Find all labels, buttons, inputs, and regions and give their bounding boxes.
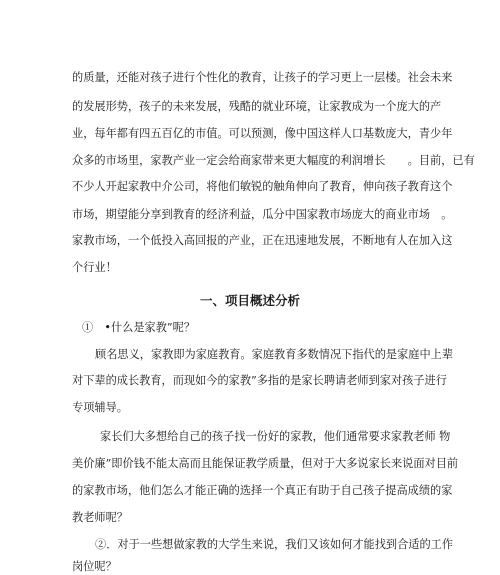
intro-line-1: 的质量，还能对孩子进行个性化的教育，让孩子的学习更上一层楼。社会未来 (72, 71, 453, 84)
intro-line-6: 市场，期望能分享到教育的经济利益，瓜分中国家教市场庞大的商业市场 。 (72, 208, 453, 221)
question-2-line-2: 岗位呢？ (72, 560, 117, 573)
parents-line-2: 美价廉”即价钱不能太高而且能保证教学质量，但对于大多说家长来说面对目前 (72, 457, 459, 470)
q1-line-2: 对下辈的成长教育，而现如今的家教”多指的是家长聘请老师到家对孩子进行 (72, 374, 447, 387)
parents-line-4: 教老师呢？ (72, 511, 128, 524)
question-2-line-1: ②．对于一些想做家教的大学生来说，我们又该如何才能找到合适的工作 (95, 538, 454, 551)
question-1: ① •什么是家教”呢？ (82, 321, 196, 334)
q1-line-1: 顾名思义，家教即为家庭教育。家庭教育多数情况下指代的是家庭中上辈 (95, 348, 454, 361)
intro-line-3: 业，每年都有四五百亿的市值。可以预测，像中国这样人口基数庞大，青少年 (72, 127, 453, 140)
intro-line-8: 个行业！ (72, 261, 117, 274)
q1-line-3: 专项辅导。 (72, 401, 128, 414)
intro-line-7: 家教市场，一个低投入高回报的产业，正在迅速地发展，不断地有人在加入这 (72, 234, 453, 247)
parents-line-3: 的家教市场，他们怎么才能正确的选择一个真正有助于自己孩子提高成绩的家 (72, 484, 453, 497)
intro-line-2: 的发展形势，孩子的未来发展，残酷的就业环境，让家教成为一个庞大的产 (72, 100, 442, 113)
intro-line-4: 众多的市场里，家教产业一定会给商家带来更大幅度的利润增长 。目前，已有 (72, 154, 475, 167)
intro-line-5: 不少人开起家教中介公司，将他们敏锐的触角伸向了教育，伸向孩子教育这个 (72, 180, 453, 193)
section-title: 一、项目概述分析 (199, 293, 300, 308)
parents-line-1: 家长们大多想给自己的孩子找一份好的家教，他们通常要求家教老师 物 (100, 430, 451, 443)
